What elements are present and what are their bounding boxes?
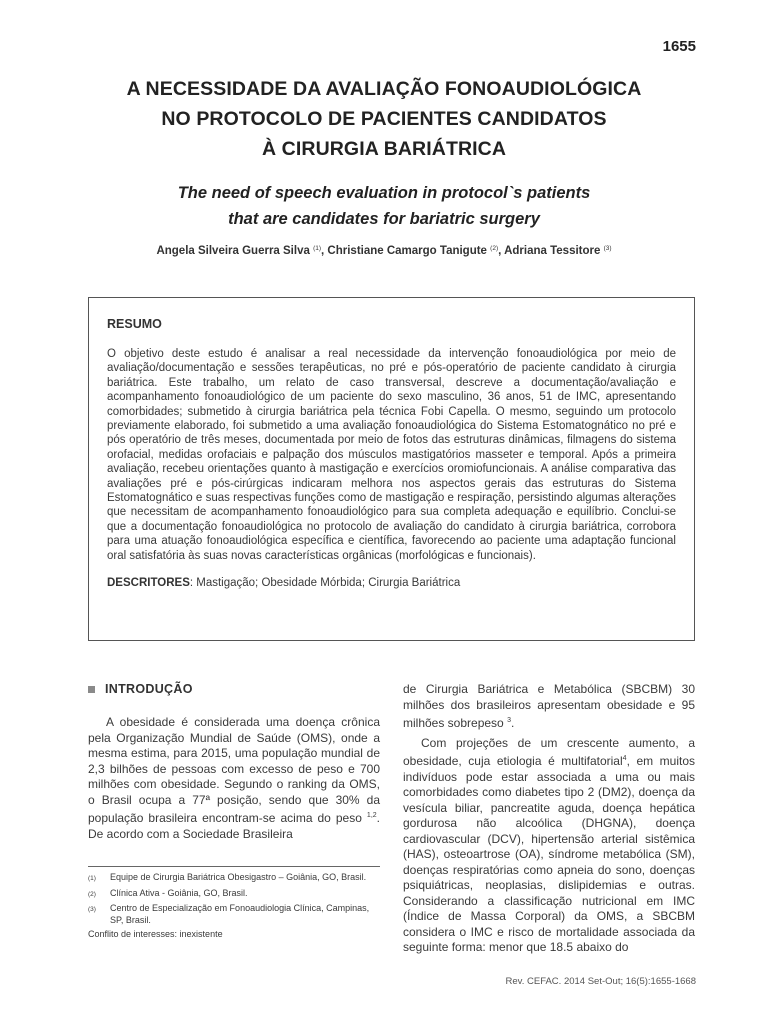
abstract-box — [88, 297, 695, 641]
footnotes — [88, 872, 380, 941]
right-column — [403, 682, 695, 956]
author-affiliation-mark: (2) — [490, 245, 499, 252]
body-paragraph — [403, 736, 695, 956]
author-affiliation-mark: (3) — [603, 245, 612, 252]
paragraph-text: . — [510, 716, 515, 730]
author-affiliation-mark: (1) — [313, 245, 322, 252]
paragraph-text: . De acordo com a Sociedade Brasileira — [88, 811, 380, 841]
author-separator: , — [498, 245, 505, 257]
subtitle-line-1: The need of speech evaluation in protocol`s patients — [177, 184, 591, 202]
footnote — [88, 872, 380, 885]
subtitle-line-2: that are candidates for bariatric surgery — [228, 210, 540, 228]
paragraph-text: A obesidade é considerada uma doença crônica pela Organização Mundial de Saúde (OMS), onde a mesma estima, para 2015, uma população mundial de 2,3 bilhões de pessoas com excesso de peso e 700 milhões com obesidade. Segundo o ranking da OMS, o Brasil ocupa a 77ª posição, sendo que 30% da população brasileira encontram-se acima do peso — [88, 715, 380, 825]
page-number: 1655 — [662, 38, 696, 55]
journal-citation: Rev. CEFAC. 2014 Set-Out; 16(5):1655-1668 — [505, 976, 696, 987]
title-line-3: À CIRURGIA BARIÁTRICA — [261, 138, 507, 160]
footnote-divider — [88, 866, 380, 867]
author-name: Adriana Tessitore — [504, 245, 601, 257]
citation-ref: 3 — [507, 717, 511, 724]
author-separator: , — [321, 245, 328, 257]
footnote-mark: (2) — [88, 890, 96, 898]
footnote-text: Clínica Ativa - Goiânia, GO, Brasil. — [110, 887, 248, 898]
keywords-list: : Mastigação; Obesidade Mórbida; Cirurgia Bariátrica — [189, 577, 461, 590]
abstract-text: O objetivo deste estudo é analisar a real necessidade da intervenção fonoaudiológica por meio de avaliação/documentação e sessões terapêuticas, no pré e pós-operatório de paciente candidato à cirurgia bariátrica. Este trabalho, um relato de caso transversal, descreve a documentação/avaliação e acompanhamento fonoaudiológico de um paciente do sexo masculino, 36 anos, 51 de IMC, apresentando comorbidades; submetido à cirurgia bariátrica pela técnica Fobi Capella. O mesmo, seguindo um protocolo previamente elaborado, foi submetido a uma avaliação fonoaudiológica do Sistema Estomatognático no pré e pós operatório de três meses, documentada por meio de fotos das estruturas dinâmicas, filmagens do sistema orofacial, medidas orofaciais e palpação dos músculos mastigatórios masseter e temporal. Após a primeira avaliação, recebeu orientações quanto à mastigação e exercícios oromiofuncionais. A análise comparativa das avaliações pré e pós-cirúrgicas indicaram melhora nos aspectos gerais das estruturas do Sistema Estomatognático e suas respectivas funções como de mastigação e respiração, persistindo algumas alterações que necessitam de acompanhamento fonoaudiológico para sua completa adequação e equilíbrio. Conclui-se que a documentação fonoaudiológica no protocolo de avaliação do candidato à cirurgia bariátrica, corrobora para uma atuação fonoaudiológica específica e científica, favorecendo ao paciente uma adaptação funcional oral satisfatória às suas novas características orgânicas (morfológicas e funcionais). — [107, 348, 676, 562]
article-title — [60, 74, 708, 164]
body-paragraph — [88, 715, 380, 842]
footnote-mark: (3) — [88, 906, 96, 913]
citation-ref: 4 — [622, 755, 627, 762]
paragraph-text: Com projeções de um crescente aumento, a obesidade, cuja etiologia é multifatorial — [403, 735, 695, 768]
paragraph-text: , em muitos indivíduos pode estar associada a uma ou mais comorbidades como diabetes tipo 2 (DM2), doença da vesícula biliar, pancreatite aguda, doença hepática gordurosa não alcoólica (DHGNA), doença cardiovascular (DCV), hipertensão arterial sistêmica (HAS), osteoartrose (OA), síndrome metabólica (SM), doenças respiratórias como apneia do sono, doenças psiquiátricas, neoplasias, dislipidemias e outras. Considerando a classificação nutricional em IMC (Índice de Massa Corporal) da OMS, a SBCBM considera o IMC e risco de mortalidade associada da seguinte forma: menor que 18.5 abaixo do — [403, 754, 696, 954]
title-line-1: A NECESSIDADE DA AVALIAÇÃO FONOAUDIOLÓGICA — [126, 78, 642, 100]
conflict-of-interest: Conflito de interesses: inexistente — [88, 929, 223, 939]
footnote — [88, 903, 380, 926]
paragraph-text: de Cirurgia Bariátrica e Metabólica (SBCBM) 30 milhões dos brasileiros apresentam obesidade e 95 milhões sobrepeso — [403, 682, 695, 730]
article-subtitle — [60, 180, 708, 232]
introduction-heading — [88, 682, 380, 696]
keywords-label: DESCRITORES — [107, 577, 190, 590]
keywords — [107, 577, 676, 589]
footnote-text: Centro de Especialização em Fonoaudiologia Clínica, Campinas, SP, Brasil. — [110, 903, 370, 925]
footnote-text: Equipe de Cirurgia Bariátrica Obesigastro – Goiânia, GO, Brasil. — [110, 872, 367, 882]
title-line-2: NO PROTOCOLO DE PACIENTES CANDIDATOS — [161, 108, 607, 130]
introduction-heading-label: INTRODUÇÃO — [105, 682, 193, 696]
footnote-mark: (1) — [88, 875, 96, 882]
left-column — [88, 682, 380, 842]
author-list — [40, 245, 728, 257]
author-name: Christiane Camargo Tanigute — [327, 245, 487, 257]
body-paragraph — [403, 682, 695, 732]
abstract-heading: RESUMO — [107, 317, 162, 331]
footnote — [88, 888, 380, 901]
author-name: Angela Silveira Guerra Silva — [156, 245, 310, 257]
citation-ref: 1,2 — [366, 812, 377, 819]
section-bullet-icon — [88, 686, 95, 693]
